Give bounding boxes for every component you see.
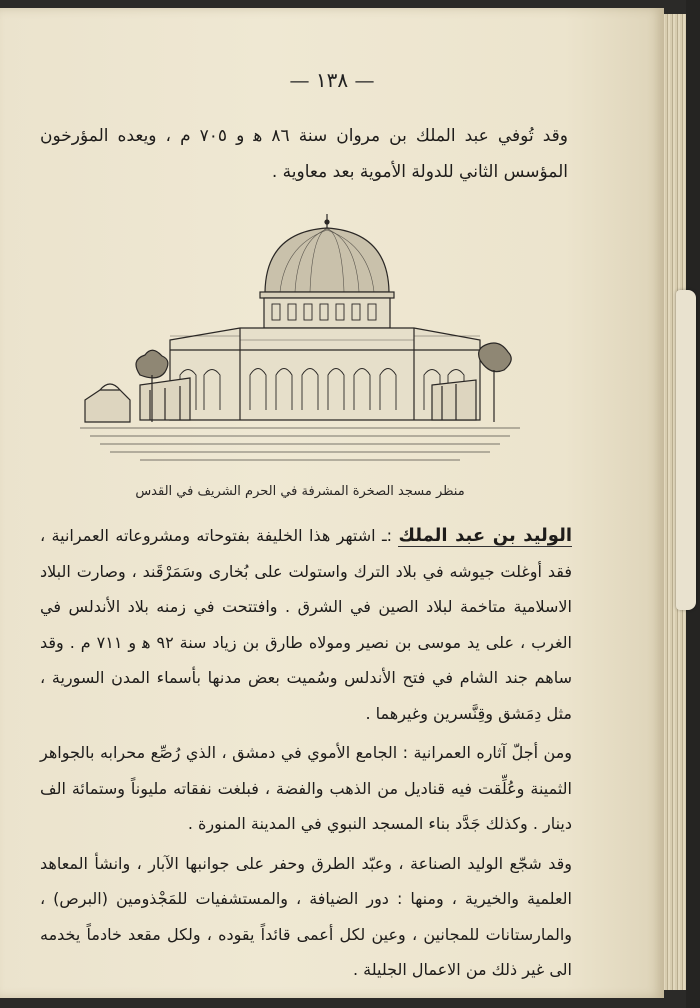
figure-caption: منظر مسجد الصخرة المشرفة في الحرم الشريف في القدس xyxy=(135,484,465,499)
section-heading: الوليد بن عبد الملك xyxy=(398,525,573,546)
section-lead-paragraph xyxy=(40,518,572,731)
page-number: — ١٣٨ — xyxy=(289,68,375,92)
intro-paragraph: وقد تُوفي عبد الملك بن مروان سنة ٨٦ ﻫ و ٧٠٥ م ، ويعده المؤرخون المؤسس الثاني للدولة الأموية بعد معاوية . xyxy=(40,126,568,182)
section-body xyxy=(40,518,572,992)
folded-page-tab xyxy=(676,290,696,610)
section-lead-text: :ـ اشتهر هذا الخليفة بفتوحاته ومشروعاته العمرانية ، فقد أوغلت جيوشه في بلاد الترك واستولت على بُخارى وسَمَرْقَند ، وصارت البلاد الاسلامية متاخمة لبلاد الصين في الشرق . وافتتحت في زمنه بلاد الأندلس في الغرب ، على يد موسى بن نصير ومولاه طارق بن زياد سنة ٩٢ ﻫ و ٧١١ م . وقد ساهم جند الشام في فتح الأندلس وسُميت بعض مدنها بأسماء المدن السورية ، مثل دِمَشق وقِنَّسرين وغيرهما . xyxy=(40,526,573,723)
dome-of-the-rock-illustration xyxy=(80,210,520,470)
paragraph-works: وقد شجّع الوليد الصناعة ، وعبّد الطرق وحفر على جوانبها الآبار ، وانشأ المعاهد العلمية والخيرية ، ومنها : دور الضيافة ، والمستشفيات للمَجْذومين (البرص) ، والمارستانات للمجانين ، وعين لكل أعمى قائداً يقوده ، ولكل مقعد خادماً يخدمه الى غير ذلك من الاعمال الجليلة . xyxy=(40,853,572,979)
paragraph-monuments: ومن أجلّ آثاره العمرانية : الجامع الأموي في دمشق ، الذي رُصِّع محرابه بالجواهر الثمينة وعُلِّقت فيه قناديل من الذهب والفضة ، فبلغت نفقاته مليوناً وستمائة الف دينار . وكذلك جَدَّد بناء المسجد النبوي في المدينة المنورة . xyxy=(40,743,572,833)
